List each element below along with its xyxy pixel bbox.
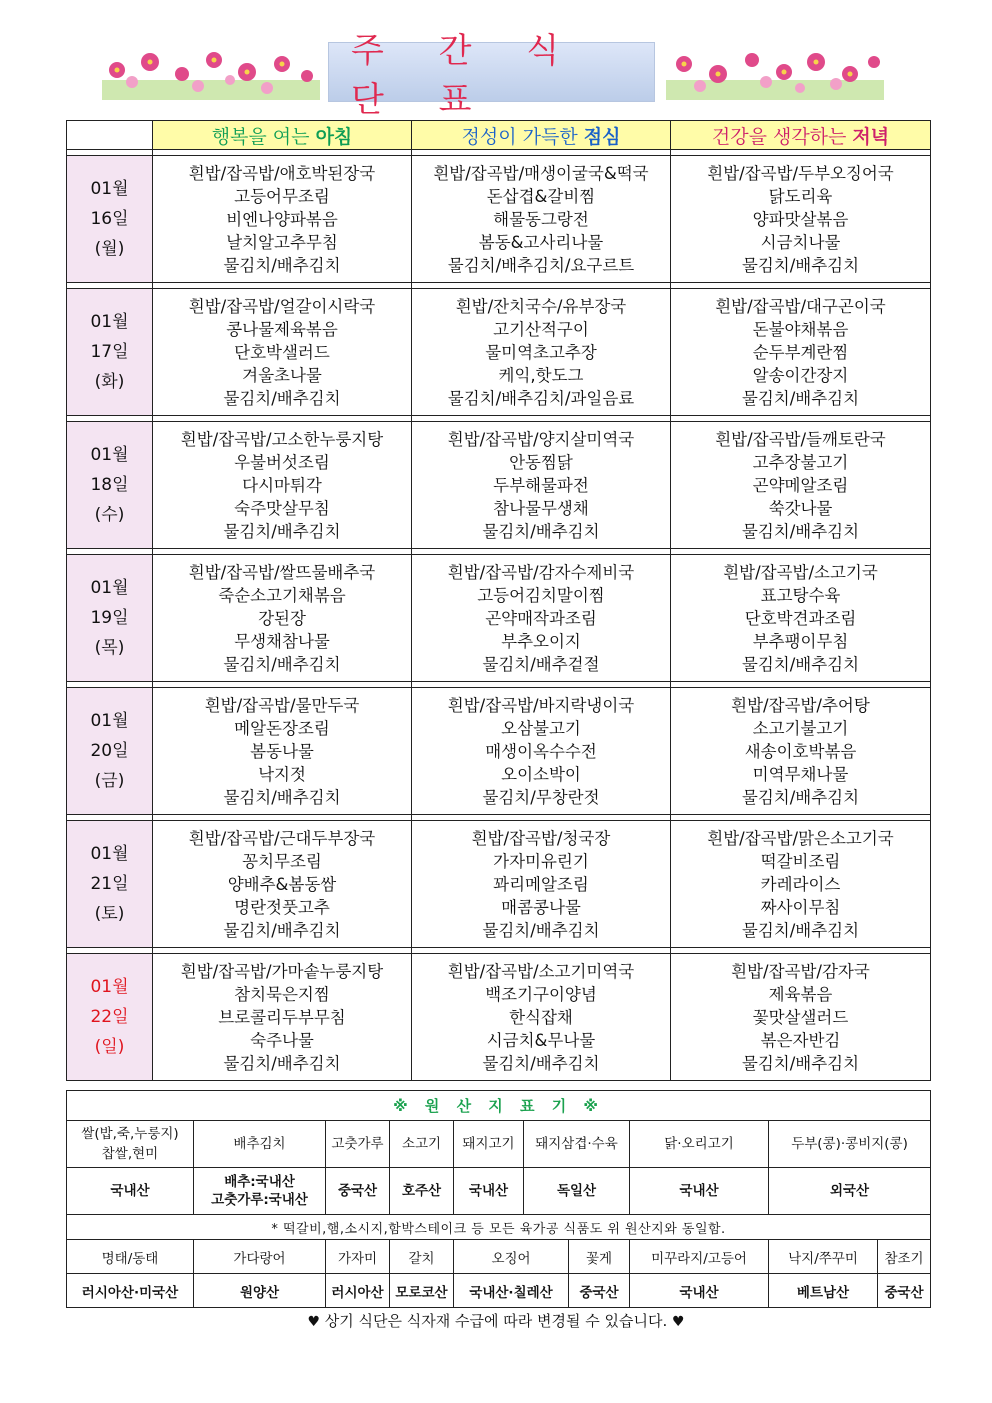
date-weekday: (토) [94,904,125,924]
menu-item: 물김치/배추김치 [741,388,860,408]
dinner-cell [671,156,931,283]
breakfast-cell [153,821,412,948]
flower-decoration-right [666,50,884,100]
origin-header-squid: 오징어 [454,1240,569,1274]
date-cell [67,821,153,948]
menu-item: 흰밥/잡곡밥/소고기국 [723,562,878,582]
menu-item: 알송이간장지 [752,365,849,385]
origin-header-pork: 돼지고기 [454,1121,524,1168]
menu-item: 고기산적구이 [493,319,589,339]
menu-body [67,150,931,1081]
date-weekday: (일) [94,1037,125,1057]
dinner-cell [671,688,931,815]
date-cell [67,688,153,815]
date-month: 01월 [90,844,129,864]
menu-item: 돈불야채볶음 [752,319,849,339]
date-day: 20일 [90,741,129,761]
menu-item: 안동찜닭 [509,452,573,472]
breakfast-cell [153,289,412,416]
menu-item: 두부해물파전 [493,475,589,495]
menu-item: 떡갈비조림 [760,851,841,871]
menu-item: 봄동나물 [250,741,314,761]
menu-item: 돈삽겹&갈비찜 [486,186,596,206]
origin-header-octopus: 낙지/쭈꾸미 [769,1240,878,1274]
menu-item: 흰밥/잡곡밥/들깨토란국 [715,429,886,449]
menu-item: 흰밥/잡곡밥/고소한누룽지탕 [180,429,384,449]
origin-table [66,1090,931,1308]
origin-header-hairtail: 갈치 [390,1240,454,1274]
weekly-menu-table [66,120,931,1081]
breakfast-cell [153,422,412,549]
origin-header-chili: 고춧가루 [326,1121,390,1168]
origin-header-crab: 꽃게 [569,1240,630,1274]
breakfast-cell [153,156,412,283]
menu-item: 물김치/배추김치 [482,521,600,541]
menu-item: 고등어무조림 [234,186,330,206]
menu-item: 소고기불고기 [752,718,849,738]
menu-item: 흰밥/잡곡밥/바지락냉이국 [447,695,635,715]
menu-item: 물김치/배추김치 [741,521,860,541]
lunch-header: 정성이 가득한 점심 [412,121,671,150]
menu-item: 시금치&무나물 [486,1030,596,1050]
breakfast-cell [153,555,412,682]
menu-item: 짜사이무침 [760,897,841,917]
menu-item: 물김치/배추김치 [223,654,341,674]
menu-item: 물김치/배추김치 [223,787,341,807]
origin-value-rice: 국내산 [67,1168,194,1215]
day-row [67,156,931,283]
menu-item: 흰밥/잡곡밥/감자국 [731,961,870,981]
origin-value-pork: 국내산 [454,1168,524,1215]
date-day: 18일 [90,475,129,495]
menu-item: 부추팽이무침 [752,631,849,651]
origin-value-octopus: 베트남산 [769,1274,878,1308]
origin-value-hairtail: 모로코산 [390,1274,454,1308]
header-corner [67,121,153,150]
origin-value-beef: 호주산 [390,1168,454,1215]
date-month: 01월 [90,312,129,332]
menu-item: 흰밥/잡곡밥/대구곤이국 [715,296,886,316]
menu-item: 흰밥/잡곡밥/매생이굴국&떡국 [433,163,649,183]
origin-value-chicken: 국내산 [630,1168,769,1215]
dinner-header: 건강을 생각하는 저녁 [671,121,931,150]
date-month: 01월 [90,711,129,731]
menu-item: 물김치/무창란젓 [482,787,600,807]
menu-item: 흰밥/잡곡밥/양지살미역국 [447,429,635,449]
menu-item: 비엔나양파볶음 [226,209,338,229]
menu-item: 물김치/배추김치 [223,255,341,275]
menu-item: 흰밥/잡곡밥/추어탕 [731,695,870,715]
heart-icon: ♥ [672,1314,685,1330]
date-weekday: (금) [94,771,125,791]
menu-item: 매콤콩나물 [501,897,581,917]
origin-header-chicken: 닭·오리고기 [630,1121,769,1168]
menu-item: 가자미유린기 [493,851,589,871]
menu-item: 참치묵은지찜 [234,984,330,1004]
heart-icon: ♥ [307,1314,320,1330]
origin-value-kimchi: 배추:국내산 고춧가루:국내산 [194,1168,326,1215]
menu-item: 해물동그랑전 [493,209,589,229]
menu-item: 양배추&봄동쌈 [227,874,337,894]
origin-value-pork-belly: 독일산 [524,1168,630,1215]
menu-item: 숙주맛살무침 [234,498,330,518]
date-cell [67,422,153,549]
footer-text: 상기 식단은 식자재 수급에 따라 변경될 수 있습니다. [324,1312,668,1330]
menu-item: 무생채참나물 [234,631,330,651]
menu-item: 흰밥/잡곡밥/얼갈이시락국 [188,296,376,316]
menu-item: 물김치/배추겉절 [482,654,600,674]
date-cell [67,555,153,682]
origin-value-croaker: 중국산 [878,1274,931,1308]
menu-item: 낙지젓 [258,764,306,784]
menu-item: 제육볶음 [768,984,833,1004]
menu-item: 곤약매작과조림 [485,608,597,628]
origin-value-pollack: 러시아산·미국산 [67,1274,194,1308]
menu-item: 고등어김치말이찜 [477,585,605,605]
menu-item: 한식잡채 [509,1007,573,1027]
lunch-cell [412,555,671,682]
menu-item: 흰밥/잔치국수/유부장국 [455,296,627,316]
day-row [67,688,931,815]
day-row [67,954,931,1081]
lunch-cell [412,688,671,815]
menu-item: 물김치/배추김치 [223,388,341,408]
footer-notice [0,1310,992,1331]
menu-item: 흰밥/잡곡밥/애호박된장국 [188,163,376,183]
menu-item: 흰밥/잡곡밥/맑은소고기국 [707,828,894,848]
menu-item: 숙주나물 [250,1030,314,1050]
menu-item: 물김치/배추김치 [741,255,860,275]
menu-item: 꽃맛살샐러드 [752,1007,849,1027]
origin-header-tofu: 두부(콩)·콩비지(콩) [769,1121,931,1168]
date-weekday: (월) [94,239,125,259]
lunch-cell [412,954,671,1081]
origin-header-pork-belly: 돼지삼겹·수육 [524,1121,630,1168]
origin-note: * 떡갈비,햄,소시지,함박스테이크 등 모든 육가공 식품도 위 원산지와 동일함. [67,1215,931,1240]
menu-item: 물김치/배추김치 [482,920,600,940]
date-day: 16일 [90,209,129,229]
menu-item: 명란젓풋고추 [234,897,330,917]
date-weekday: (목) [94,638,125,658]
menu-item: 콩나물제육볶음 [226,319,338,339]
menu-item: 날치알고추무침 [226,232,338,252]
origin-value-bonito: 원양산 [194,1274,326,1308]
menu-item: 다시마튀각 [242,475,322,495]
menu-item: 흰밥/잡곡밥/청국장 [471,828,611,848]
menu-item: 고추장불고기 [752,452,849,472]
dinner-cell [671,821,931,948]
page-header [0,31,992,120]
menu-item: 볶은자반김 [760,1030,841,1050]
menu-item: 단호박견과조림 [744,608,857,628]
menu-item: 오이소박이 [501,764,581,784]
date-month: 01월 [90,179,129,199]
menu-item: 새송이호박볶음 [744,741,857,761]
origin-header-kimchi: 배추김치 [194,1121,326,1168]
menu-item: 꽈리메알조림 [493,874,589,894]
menu-item: 참나물무생채 [493,498,589,518]
date-day: 17일 [90,342,129,362]
menu-item: 시금치나물 [760,232,841,252]
day-row [67,289,931,416]
menu-item: 물김치/배추김치 [223,920,341,940]
menu-item: 흰밥/잡곡밥/감자수제비국 [447,562,635,582]
menu-item: 물김치/배추김치 [741,1053,860,1073]
lunch-cell [412,821,671,948]
dinner-cell [671,422,931,549]
origin-header-croaker: 참조기 [878,1240,931,1274]
menu-item: 흰밥/잡곡밥/근대두부장국 [188,828,376,848]
page-title: 주 간 식 단 표 [351,31,582,120]
origin-header-loach: 미꾸라지/고등어 [630,1240,769,1274]
menu-item: 카레라이스 [760,874,841,894]
origin-header-pollack: 명태/동태 [67,1240,194,1274]
menu-item: 쑥갓나물 [768,498,833,518]
menu-item: 케익,핫도그 [498,365,584,385]
menu-item: 죽순소고기채볶음 [218,585,346,605]
origin-title: ※ 원 산 지 표 기 ※ [67,1091,931,1121]
day-row [67,555,931,682]
menu-item: 물김치/배추김치 [741,920,860,940]
menu-item: 물김치/배추김치 [741,787,860,807]
date-day: 19일 [90,608,129,628]
date-month: 01월 [90,578,129,598]
flower-decoration-left [102,50,320,100]
origin-value-crab: 중국산 [569,1274,630,1308]
origin-value-chili: 중국산 [326,1168,390,1215]
date-weekday: (화) [94,372,125,392]
menu-item: 백조기구이양념 [485,984,597,1004]
menu-item: 양파맛살볶음 [752,209,849,229]
origin-header-rice: 쌀(밥,죽,누룽지) 찹쌀,현미 [67,1121,194,1168]
date-cell [67,289,153,416]
menu-item: 꽁치무조림 [242,851,322,871]
menu-item: 순두부계란찜 [752,342,849,362]
menu-item: 봄동&고사리나물 [478,232,604,252]
menu-item: 표고탕수육 [760,585,841,605]
origin-header-bonito: 가다랑어 [194,1240,326,1274]
lunch-cell [412,422,671,549]
menu-item: 곤약메알조림 [752,475,849,495]
dinner-cell [671,289,931,416]
day-row [67,422,931,549]
lunch-cell [412,156,671,283]
menu-item: 물김치/배추김치 [223,1053,341,1073]
menu-item: 강된장 [258,608,306,628]
origin-header-beef: 소고기 [390,1121,454,1168]
date-month: 01월 [90,977,129,997]
lunch-cell [412,289,671,416]
day-row [67,821,931,948]
date-day: 21일 [90,874,129,894]
menu-item: 매생이옥수수전 [485,741,597,761]
menu-item: 흰밥/잡곡밥/쌀뜨물배추국 [188,562,376,582]
breakfast-header: 행복을 여는 아침 [153,121,412,150]
menu-item: 물미역초고추장 [485,342,597,362]
menu-item: 흰밥/잡곡밥/두부오징어국 [707,163,894,183]
menu-item: 겨울초나물 [242,365,322,385]
breakfast-cell [153,688,412,815]
origin-value-squid: 국내산·칠레산 [454,1274,569,1308]
menu-item: 단호박샐러드 [234,342,330,362]
menu-item: 우불버섯조림 [234,452,330,472]
date-weekday: (수) [94,505,125,525]
dinner-cell [671,555,931,682]
menu-item: 흰밥/잡곡밥/가마솥누룽지탕 [180,961,384,981]
origin-value-flounder: 러시아산 [326,1274,390,1308]
origin-value-tofu: 외국산 [769,1168,931,1215]
menu-item: 닭도리육 [768,186,833,206]
menu-item: 물김치/배추김치 [741,654,860,674]
date-month: 01월 [90,445,129,465]
origin-header-flounder: 가자미 [326,1240,390,1274]
menu-item: 물김치/배추김치 [223,521,341,541]
dinner-cell [671,954,931,1081]
title-banner [328,31,655,120]
menu-item: 미역무채나물 [752,764,849,784]
menu-item: 물김치/배추김치/과일음료 [447,388,635,408]
origin-value-loach: 국내산 [630,1274,769,1308]
date-cell [67,954,153,1081]
menu-item: 메알돈장조림 [234,718,330,738]
menu-item: 물김치/배추김치 [482,1053,600,1073]
date-day: 22일 [90,1007,129,1027]
date-cell [67,156,153,283]
breakfast-cell [153,954,412,1081]
menu-item: 흰밥/잡곡밥/물만두국 [204,695,360,715]
menu-item: 부추오이지 [501,631,581,651]
menu-item: 흰밥/잡곡밥/소고기미역국 [447,961,635,981]
menu-item: 물김치/배추김치/요구르트 [447,255,635,275]
menu-item: 브로콜리두부무침 [218,1007,346,1027]
menu-item: 오삼불고기 [501,718,581,738]
